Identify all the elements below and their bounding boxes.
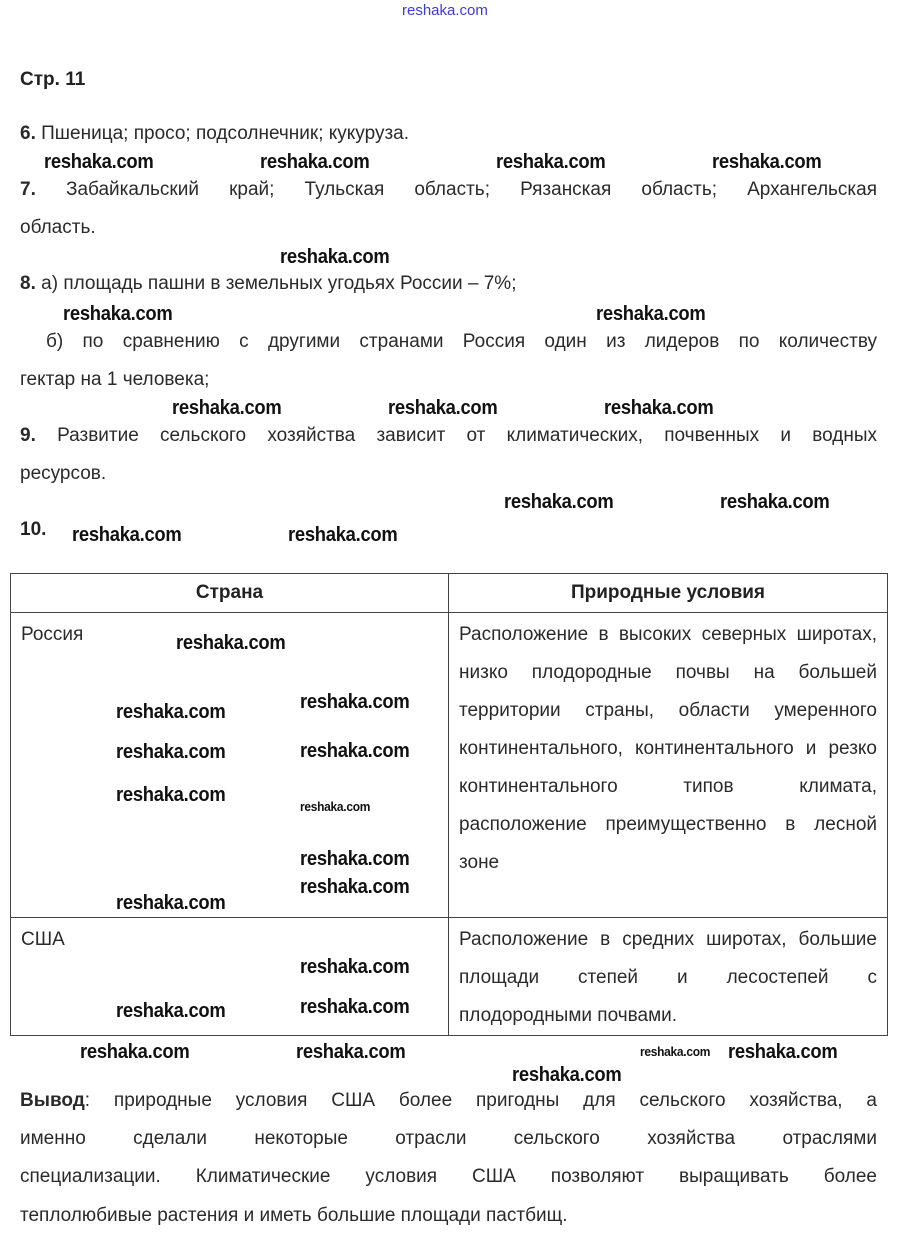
- watermark: reshaka.com: [720, 491, 830, 513]
- watermark: reshaka.com: [300, 848, 410, 870]
- cell-conditions: Расположение в высоких северных широтах, низко плодородные почвы на большей территории страны, области умеренного континентального, континентального и резко континентального типов климата, расположение преимущественно в лесной зоне: [449, 613, 888, 918]
- conclusion-line2: именно сделали некоторые отрасли сельского хозяйства отраслями: [20, 1128, 877, 1149]
- watermark: reshaka.com: [496, 151, 606, 173]
- watermark: reshaka.com: [504, 491, 614, 513]
- watermark: reshaka.com: [296, 1041, 406, 1063]
- conclusion-line3: специализации. Климатические условия США позволяют выращивать более: [20, 1166, 877, 1187]
- conclusion-line4: теплолюбивые растения и иметь большие площади пастбищ.: [20, 1205, 568, 1226]
- watermark: reshaka.com: [512, 1064, 622, 1086]
- watermark: reshaka.com: [44, 151, 154, 173]
- table-header-row: [11, 574, 888, 613]
- answer-10-number: 10.: [20, 519, 47, 540]
- answer-number: 6.: [20, 123, 36, 144]
- answer-text: а) площадь пашни в земельных угодьях России – 7%;: [41, 273, 517, 294]
- answer-7-line2: область.: [20, 217, 96, 238]
- conclusion-text: : природные условия США более пригодны для сельского хозяйства, а: [84, 1090, 877, 1111]
- table-row: [11, 613, 888, 918]
- watermark-small: reshaka.com: [300, 799, 371, 814]
- answer-6: [20, 122, 409, 146]
- answer-8b-line2: гектар на 1 человека;: [20, 369, 210, 390]
- conclusion-label: Вывод: [20, 1090, 85, 1111]
- header-country: Страна: [11, 574, 449, 613]
- answer-8a: [20, 272, 516, 296]
- cell-country: Россия: [11, 613, 449, 918]
- watermark: reshaka.com: [172, 397, 282, 419]
- answer-text: Забайкальский край; Тульская область; Рязанская область; Архангельская: [65, 179, 878, 200]
- watermark: reshaka.com: [280, 246, 390, 268]
- watermark: reshaka.com: [300, 996, 410, 1018]
- watermark: reshaka.com: [300, 740, 410, 762]
- watermark: reshaka.com: [712, 151, 822, 173]
- answer-number: 7.: [20, 179, 36, 200]
- header-conditions: Природные условия: [449, 574, 888, 613]
- watermark: reshaka.com: [388, 397, 498, 419]
- watermark: reshaka.com: [300, 876, 410, 898]
- cell-conditions: Расположение в средних широтах, большие площади степей и лесостепей с плодородными почвами.: [449, 918, 888, 1036]
- watermark: reshaka.com: [72, 524, 182, 546]
- conclusion-line1: [20, 1089, 877, 1113]
- watermark: reshaka.com: [728, 1041, 838, 1063]
- watermark: reshaka.com: [116, 701, 226, 723]
- site-logo[interactable]: reshaka.com: [402, 2, 488, 19]
- watermark: reshaka.com: [116, 784, 226, 806]
- answer-text: Развитие сельского хозяйства зависит от климатических, почвенных и водных: [57, 425, 877, 446]
- watermark: reshaka.com: [300, 691, 410, 713]
- watermark: reshaka.com: [288, 524, 398, 546]
- watermark: reshaka.com: [116, 1000, 226, 1022]
- answer-8b-line1: б) по сравнению с другими странами Россия один из лидеров по количеству: [46, 331, 877, 352]
- watermark: reshaka.com: [80, 1041, 190, 1063]
- answer-7-line1: [20, 178, 877, 202]
- watermark: reshaka.com: [63, 303, 173, 325]
- watermark: reshaka.com: [300, 956, 410, 978]
- answer-9-line2: ресурсов.: [20, 463, 107, 484]
- watermark: reshaka.com: [116, 741, 226, 763]
- watermark: reshaka.com: [260, 151, 370, 173]
- answer-text: Пшеница; просо; подсолнечник; кукуруза.: [41, 123, 410, 144]
- watermark: reshaka.com: [116, 892, 226, 914]
- answer-number: 9.: [20, 425, 36, 446]
- page-title: Стр. 11: [20, 69, 86, 90]
- watermark: reshaka.com: [176, 632, 286, 654]
- watermark: reshaka.com: [604, 397, 714, 419]
- cell-country: США: [11, 918, 449, 1036]
- answer-number: 8.: [20, 273, 36, 294]
- watermark: reshaka.com: [596, 303, 706, 325]
- watermark-small: reshaka.com: [640, 1044, 711, 1059]
- answer-9-line1: [20, 424, 877, 448]
